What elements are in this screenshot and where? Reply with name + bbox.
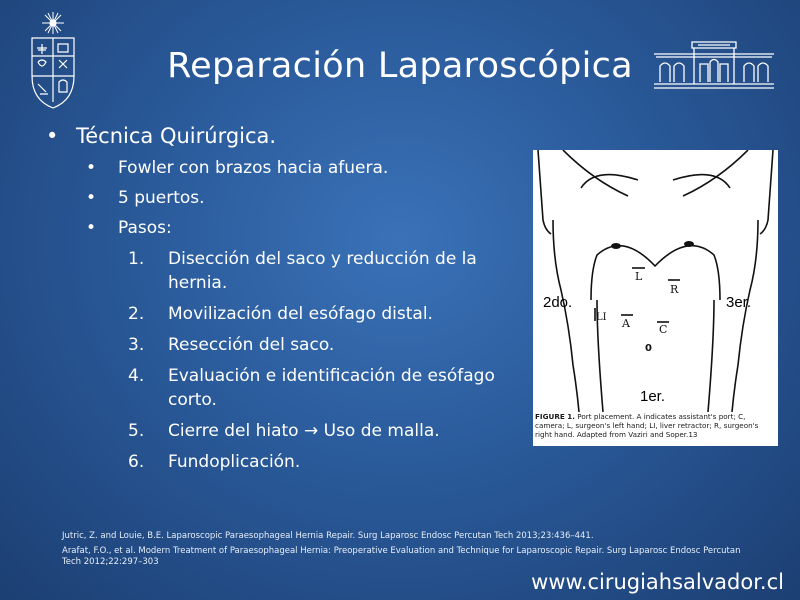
port-c-label: C	[659, 323, 668, 336]
torso-diagram	[533, 150, 778, 412]
sub-bullet-ports: • 5 puertos.	[44, 186, 524, 210]
port-r-label: R	[670, 283, 679, 296]
port-li-label: LI	[596, 312, 607, 323]
bullet-list	[44, 122, 524, 474]
reference-2: Arafat, F.O., et al. Modern Treatment of Paraesophageal Hernia: Preoperative Evaluation and Technique for Laparoscopic Repair. Surg Laparosc Endosc Percutan Tech 2012;22:297–303	[62, 546, 741, 567]
port-a-label: A	[622, 317, 630, 330]
step-item: 5. Cierre del hiato → Uso de malla.	[128, 421, 440, 441]
sub-bullet-steps: • Pasos:	[44, 216, 524, 240]
label-3er: 3er.	[726, 294, 752, 311]
label-1er: 1er.	[640, 388, 666, 405]
sub-bullet-fowler: • Fowler con brazos hacia afuera.	[44, 156, 524, 180]
left-nipple	[611, 243, 621, 249]
step-item: 6. Fundoplicación.	[128, 452, 301, 472]
port-placement-figure	[533, 150, 778, 446]
label-2do: 2do.	[543, 294, 573, 311]
reference-1: Jutric, Z. and Louie, B.E. Laparoscopic Paraesophageal Hernia Repair. Surg Laparosc Endosc Percutan Tech 2013;23:436–441.	[62, 531, 594, 541]
step-item: 3. Resección del saco.	[128, 335, 335, 355]
slide-title: Reparación Laparoscópica	[167, 46, 633, 86]
website-url: www.cirugiahsalvador.cl	[531, 570, 784, 594]
step-item: 4. Evaluación e identificación de esófago corto.	[128, 366, 495, 410]
port-l-label: L	[635, 270, 643, 283]
step-item: 2. Movilización del esófago distal.	[128, 304, 433, 324]
right-nipple	[684, 241, 694, 247]
figure-caption: FIGURE 1. Port placement. A indicates assistant's port; C, camera; L, surgeon's left hand; LI, liver retractor; R, surgeon's right hand. Adapted from Vaziri and Soper.13	[535, 412, 759, 439]
main-bullet: • Técnica Quirúrgica.	[44, 122, 524, 150]
step-item: 1. Disección del saco y reducción de la hernia.	[128, 249, 477, 293]
umbilicus-port-label: 0	[645, 343, 652, 354]
steps-list	[44, 247, 524, 474]
references	[62, 531, 762, 572]
